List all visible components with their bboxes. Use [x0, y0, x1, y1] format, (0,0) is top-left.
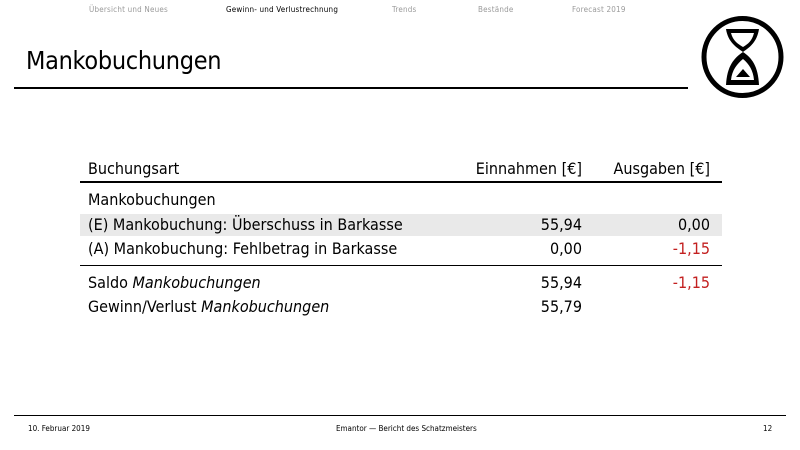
footer-date: 10. Februar 2019 — [28, 424, 90, 433]
row-income: 55,94 — [540, 215, 582, 234]
row-income: 0,00 — [549, 239, 582, 258]
nav-item-uebersicht[interactable]: Übersicht und Neues — [89, 5, 168, 14]
nav-item-bestaende[interactable]: Bestände — [478, 5, 514, 14]
result-name: Mankobuchungen — [201, 297, 330, 316]
top-navigation — [0, 0, 700, 22]
saldo-income: 55,94 — [540, 273, 582, 292]
footer-title: Emantor — Bericht des Schatzmeisters — [336, 424, 477, 433]
footer-divider — [14, 415, 786, 416]
result-prefix: Gewinn/Verlust — [88, 297, 197, 316]
saldo-prefix: Saldo — [88, 273, 128, 292]
title-divider — [14, 87, 688, 89]
header-rule — [80, 181, 722, 183]
group-label: Mankobuchungen — [88, 190, 216, 209]
result-row — [80, 296, 722, 318]
row-expense: 0,00 — [677, 215, 710, 234]
table-row — [80, 214, 722, 236]
table-row — [80, 238, 722, 260]
header-einnahmen: Einnahmen [€] — [475, 159, 582, 178]
page-number: 12 — [763, 424, 773, 433]
saldo-name: Mankobuchungen — [132, 273, 261, 292]
row-expense: -1,15 — [672, 239, 710, 258]
header-ausgaben: Ausgaben [€] — [613, 159, 710, 178]
header-buchungsart: Buchungsart — [88, 159, 180, 178]
nav-item-forecast[interactable]: Forecast 2019 — [572, 5, 626, 14]
saldo-rule — [80, 265, 722, 266]
saldo-label — [88, 272, 261, 294]
result-income: 55,79 — [540, 297, 582, 316]
saldo-row — [80, 272, 722, 294]
group-label-row — [80, 189, 722, 211]
page-title: Mankobuchungen — [26, 46, 222, 75]
hourglass-8-logo-icon — [700, 14, 785, 100]
result-label — [88, 296, 329, 318]
nav-item-gewinn-verlust[interactable]: Gewinn- und Verlustrechnung — [226, 5, 339, 14]
table-header-row — [80, 158, 722, 180]
row-label: (A) Mankobuchung: Fehlbetrag in Barkasse — [88, 239, 398, 258]
saldo-expense: -1,15 — [672, 273, 710, 292]
nav-item-trends[interactable]: Trends — [392, 5, 417, 14]
row-label: (E) Mankobuchung: Überschuss in Barkasse — [88, 215, 403, 234]
